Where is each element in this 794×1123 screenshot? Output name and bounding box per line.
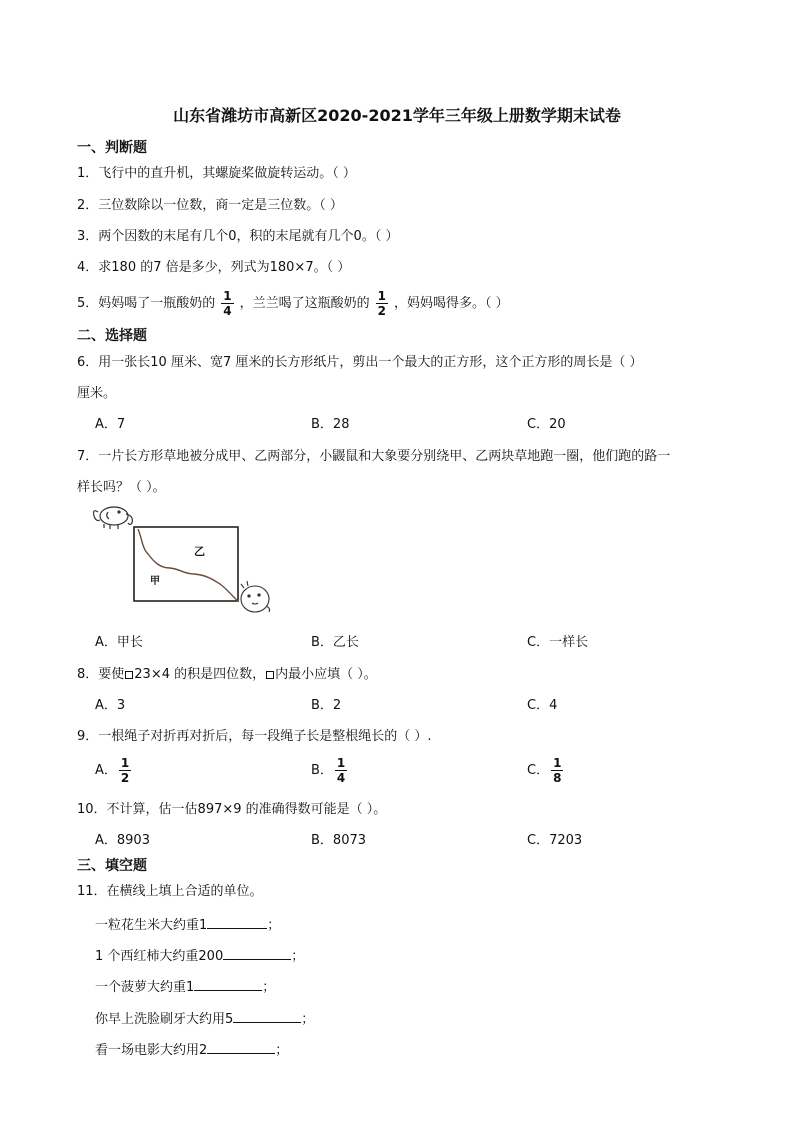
answer-blank[interactable]: [207, 1041, 275, 1054]
question-7-option-b[interactable]: B．乙长: [311, 635, 359, 650]
answer-blank[interactable]: [233, 1010, 301, 1023]
question-10-option-a[interactable]: A．8903: [95, 833, 150, 848]
fraction-one-half: $\frac{1}{2}$: [120, 756, 130, 785]
question-7-option-a[interactable]: A．甲长: [95, 635, 143, 650]
fraction-one-quarter: $\frac{1}{4}$: [223, 289, 232, 318]
question-3: 3．两个因数的末尾有几个0，积的末尾就有几个0。（ ）: [77, 229, 399, 244]
question-7-option-c[interactable]: C．一样长: [527, 635, 589, 650]
question-5: [77, 290, 509, 318]
field-rectangle: [134, 527, 238, 601]
section-heading-fill: 三、填空题: [77, 858, 147, 874]
question-10: 10．不计算，估一估897×9 的准确得数可能是（ ）。: [77, 802, 387, 817]
question-11: 11．在横线上填上合适的单位。: [77, 884, 263, 899]
question-9: 9．一根绳子对折再对折后，每一段绳子长是整根绳长的（ ）.: [77, 729, 432, 744]
page-title: 山东省潍坊市高新区2020-2021学年三年级上册数学期末试卷: [173, 106, 621, 125]
question-6-line-1: 6．用一张长10 厘米、宽7 厘米的长方形纸片，剪出一个最大的正方形，这个正方形的周长是（ ）: [77, 355, 643, 370]
question-9-option-c[interactable]: C． $\frac{1}{8}$: [527, 756, 562, 785]
fill-item-2: 1 个西红柿大约重200 ；: [95, 949, 305, 964]
question-7-line-2: 样长吗？（ ）。: [77, 480, 166, 495]
label-yi: 乙: [194, 545, 205, 558]
question-7-line-1: 7．一片长方形草地被分成甲、乙两部分，小鼹鼠和大象要分别绕甲、乙两块草地跑一圈，他们跑的路一: [77, 449, 671, 464]
fraction-one-quarter: $\frac{1}{4}$: [336, 756, 346, 785]
mole-icon: [241, 581, 270, 612]
fill-item-1: 一粒花生米大约重1 ；: [95, 918, 281, 933]
question-8: 8．要使 23×4 的积是四位数， 内最小应填（ ）。: [77, 667, 377, 682]
question-10-option-b[interactable]: B．8073: [311, 833, 367, 848]
section-heading-judgement: 一、判断题: [77, 140, 147, 156]
question-6-option-c[interactable]: C．20: [527, 417, 566, 432]
question-8-option-a[interactable]: A．3: [95, 698, 126, 713]
question-5-text-c: ，妈妈喝得多。（ ）: [394, 296, 509, 311]
question-9-option-b[interactable]: B． $\frac{1}{4}$: [311, 756, 346, 785]
answer-blank[interactable]: [207, 916, 267, 929]
question-4: 4．求180 的7 倍是多少，列式为180×7。（ ）: [77, 260, 351, 275]
fill-item-5: 看一场电影大约用2 ；: [95, 1043, 289, 1058]
label-jia: 甲: [150, 576, 160, 587]
question-8-option-b[interactable]: B．2: [311, 698, 342, 713]
answer-blank[interactable]: [223, 947, 291, 960]
question-1: 1．飞行中的直升机，其螺旋桨做旋转运动。（ ）: [77, 166, 356, 181]
question-8-option-c[interactable]: C．4: [527, 698, 558, 713]
question-6-option-a[interactable]: A．7: [95, 417, 126, 432]
question-2: 2．三位数除以一位数，商一定是三位数。（ ）: [77, 198, 343, 213]
question-6-option-b[interactable]: B．28: [311, 417, 350, 432]
question-6-line-2: 厘米。: [77, 386, 117, 401]
fraction-one-half: $\frac{1}{2}$: [377, 289, 387, 318]
question-5-text-b: ，兰兰喝了这瓶酸奶的: [239, 296, 370, 311]
question-5-text-a: 5．妈妈喝了一瓶酸奶的: [77, 296, 216, 311]
grass-field-figure: [90, 502, 280, 622]
answer-blank[interactable]: [194, 978, 262, 991]
question-9-option-a[interactable]: A． $\frac{1}{2}$: [95, 756, 130, 785]
section-heading-choice: 二、选择题: [77, 328, 147, 344]
question-10-option-c[interactable]: C．7203: [527, 833, 583, 848]
blank-box-icon: [125, 671, 133, 679]
elephant-icon: [94, 507, 133, 529]
blank-box-icon: [266, 671, 274, 679]
dividing-path: [138, 529, 238, 601]
fraction-one-eighth: $\frac{1}{8}$: [553, 756, 562, 785]
fill-item-4: 你早上洗脸刷牙大约用5 ；: [95, 1012, 315, 1027]
fill-item-3: 一个菠萝大约重1 ；: [95, 980, 276, 995]
